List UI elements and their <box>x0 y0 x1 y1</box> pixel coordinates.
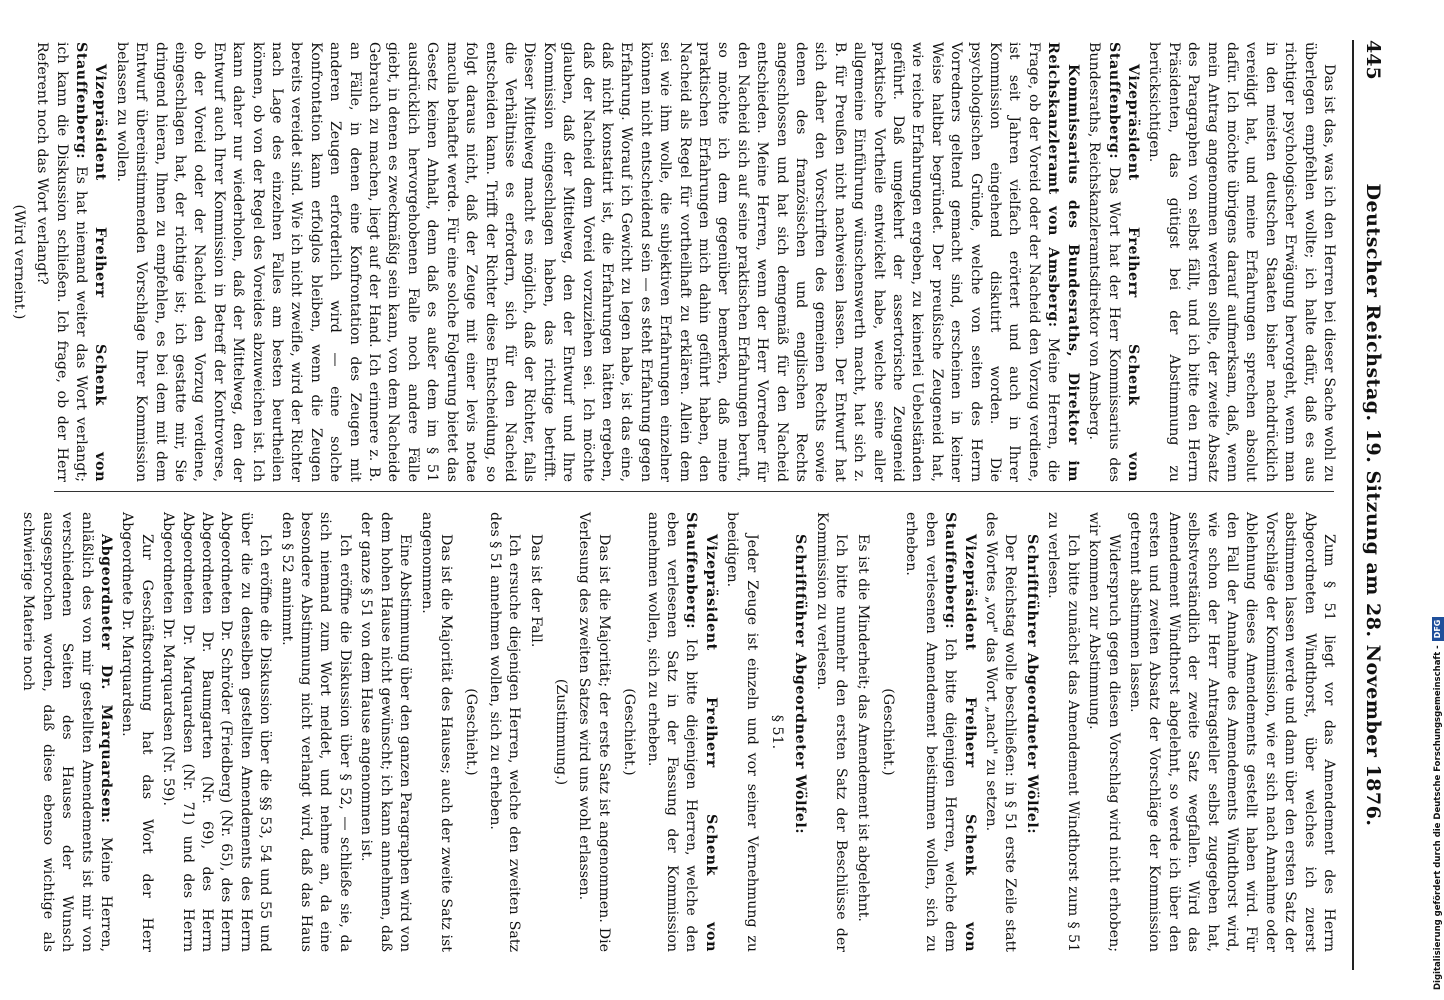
speech-text: Das Wort hat der Herr Kommissarius des Bundesraths, Reichskanzleramtsdirektor von Amsberg. <box>1086 42 1122 482</box>
stage-direction: (Geschieht.) <box>463 688 480 776</box>
speaker-name: Vizepräsident Freiherr Schenk von Stauffenberg: <box>73 42 109 482</box>
text-paragraph: Widerspruch gegen diesen Vorschlag wird nicht erhoben; wir kommen zur Abstimmung. <box>1086 512 1122 952</box>
text-paragraph: Ich bitte zunächst das Amendement Windthorst zum § 51 zu verlesen. <box>1045 512 1081 952</box>
page-header <box>1352 40 1388 970</box>
stage-direction: (Zustimmung.) <box>552 678 569 786</box>
text-paragraph: Zum § 51 liegt vor das Amendement des Herrn Abgeordneten Windthorst, über welches ich zuerst abstimmen lassen werde und dann über den ersten Satz der Vorschläge der Kommission, wie er sich nach Annahme oder Ablehnung dieses Amendements gestellt haben wird. Für den Fall der Annahme des Amendements Windthorst wird, wie schon der Herr Antragsteller selbst zugegeben hat, selbstverständlich der zweite Satz wegfallen. Wird das Amendement Windthorst abgelehnt, so werde ich über den ersten und zweiten Absatz der Vorschläge der Kommission getrennt abstimmen lassen. <box>1126 512 1337 952</box>
speaker-name: Schriftführer Abgeordneter Wölfel: <box>792 534 809 835</box>
rotated-document-page <box>10 0 1416 1000</box>
speaker-name: Abgeordneter Dr. Marquardsen: <box>98 534 115 824</box>
speech-text: Ich bitte diejenigen Herren, welche dem eben verlesenen Amendement beistimmen wollen, sich zu erheben. <box>903 512 959 952</box>
speech-paragraph <box>790 512 809 952</box>
digitization-credit <box>1422 10 1443 990</box>
speech-text: Ich bitte diejenigen Herren, welche den eben verlesenen Satz in der Fassung der Kommission annehmen wollen, sich zu erheben. <box>644 512 700 952</box>
text-paragraph: Jeder Zeuge ist einzeln und vor seiner Vernehmung zu beeidigen. <box>724 512 760 952</box>
speech-paragraph <box>642 512 720 952</box>
text-paragraph: Das ist das, was ich den Herren bei dieser Sache wohl zu überlegen empfehlen wollte; ich halte dafür, daß es aus richtiger psychologischer Erwägung hervorgeht, wenn man in den meisten deutschen Staaten bisher nachdrücklich vereidigt hat, und meine Erfahrungen sprechen absolut dafür. Ich möchte übrigens darauf aufmerksam, daß, wenn mein Antrag angenommen werden sollte, der zweite Absatz des Paragraphen von selbst fällt, und ich bitte den Herrn Präsidenten, das gütigst bei der Abstimmung zu berücksichtigen. <box>1146 42 1337 482</box>
right-text-column <box>20 512 1338 952</box>
text-paragraph: Ich eröffne die Diskussion über die §§ 53, 54 und 55 und über die zu denselben gestellten Amendements des Herrn Abgeordneten Dr. Schröder (Friedberg) (Nr. 65), des Herrn Abgeordneten Dr. Baumgarten (Nr. 69), des Herrn Abgeordneten Dr. Marquardsen (Nr. 71) und des Herrn Abgeordneten Dr. Marquardsen (Nr. 59). <box>160 512 274 952</box>
text-paragraph: Der Reichstag wolle beschließen: in § 51 erste Zeile statt des Wortes „vor" das Wort „nach" zu setzen. <box>983 512 1019 952</box>
speech-paragraph <box>901 512 979 952</box>
speaker-name: Schriftführer Abgeordneter Wölfel: <box>1023 534 1040 835</box>
speech-paragraph <box>111 42 1081 482</box>
text-paragraph: Ich eröffne die Diskussion über § 52, — schließe sie, da sich niemand zum Wort meldet, und nehme an, da eine besondere Abstimmung nicht verlangt wird, daß das Haus den § 52 annimmt. <box>278 512 353 952</box>
speech-paragraph <box>1022 512 1041 952</box>
text-paragraph: Es ist die Minderheit; das Amendement ist abgelehnt. <box>854 534 871 922</box>
speech-text: Meine Herren, anläßlich des von mir gestellten Amendements ist mir von verschiedenen Seiten des Hauses der Wunsch ausgesprochen worden, daß diese ebenso wichtige als schwierige Materie noch <box>20 512 115 952</box>
speech-paragraph <box>32 42 110 482</box>
speech-text: Meine Herren, die Frage, ob der Voreid oder der Nacheid den Vorzug verdiene, ist seit Jahren vielfach erörtert und auch in Ihrer Kommission eingehend diskutirt worden. Die psychologischen Gründe, welche von seiten des Herrn Vorredners geltend gemacht sind, erscheinen in keiner Weise haltbar begründet. Der preußische Zeugeneid hat, wie reiche Erfahrungen ergeben, zu keinerlei Uebelständen geführt. Daß umgekehrt der assertorische Zeugeneid praktische Vortheile entwickelt habe, welche seine aller allgemeine Einführung wünschenswerth macht, hat sich z. B. für Preußen nicht nachweisen lassen. Der Entwurf hat sich daher den Vorschriften des gemeinen Rechts sowie denen des französischen und englischen Rechts angeschlossen und hat sich demgemäß für den Nacheid entschieden. Meine Herren, wenn der Herr Vorredner für den Nacheid sich auf seine praktischen Erfahrungen beruft, so möchte ich dem gegenüber bemerken, daß meine praktischen Erfahrungen mich dahin geführt haben, den Nacheid als Regel für vortheilhaft zu erklären. Allein dem sei wie ihm wolle, die subjektiven Erfahrungen einzelner können nicht entscheidend sein — es steht Erfahrung gegen Erfahrung. Worauf ich Gewicht zu legen habe, ist das eine, daß nicht konstatirt ist, die Erfahrungen hätten ergeben, daß der Nacheid dem Voreid vorzuziehen sei. Ich möchte glauben, daß der Mittelweg, den der Entwurf und Ihre Kommission eingeschlagen haben, das richtige betrifft. Dieser Mittelweg macht es möglich, daß der Richter, falls die Verhältnisse es erfordern, sich für den Nacheid entscheiden kann. Trifft der Richter diese Entscheidung, so folgt daraus nicht, daß der Zeuge mit einer levis notae macula behaftet werde. Für eine solche Folgerung bietet das Gesetz keinen Anhalt, denn daß es außer dem im § 51 ausdrücklich hervorgehobenen Falle noch andere Fälle giebt, in denen es zweckmäßig sein kann, von dem Nacheide Gebrauch zu machen, liegt auf der Hand. Ich erinnere z. B. an Fälle, in denen eine Konfrontation des Zeugen mit anderen Zeugen erforderlich wird — eine solche Konfrontation kann erfolglos bleiben, wenn die Zeugen bereits vereidet sind. Wie ich nicht zweifle, wird der Richter nach Lage des einzelnen Falles am besten beurtheilen können, ob von der Regel des Voreides abzuweichen ist. Ich kann daher nur wiederholen, daß der Mittelweg, den der Entwurf auch Ihrer Kommission in Betreff der Kontroverse, ob der Voreid oder der Nacheid den Vorzug verdiene, eingeschlagen hat, der richtige ist; ich gestatte mir, Sie dringend hieran, Ihnen zu empfehlen, es bei dem mit dem Entwurf übereinstimmenden Vorschlage Ihrer Kommission belassen zu wollen. <box>113 42 1062 483</box>
text-paragraph <box>0 42 2 482</box>
left-text-column <box>10 42 1338 483</box>
text-paragraph: Ich bitte nunmehr den ersten Satz der Beschlüsse der Kommission zu verlesen. <box>813 512 850 952</box>
text-paragraph: Das ist der Fall. <box>527 534 544 648</box>
text-paragraph: Das ist die Majorität; der erste Satz ist angenommen. Die Verlesung des zweiten Satzes wird uns wohl erlassen. <box>576 512 612 952</box>
page-number: 445 <box>1362 40 1384 80</box>
stage-direction: (Geschieht.) <box>621 688 638 776</box>
stage-direction: (Geschieht.) <box>880 688 897 776</box>
stage-direction: § 51. <box>769 714 786 750</box>
text-paragraph: Ich ersuche diejenigen Herren, welche den zweiten Satz des § 51 annehmen wollen, sich zu erheben. <box>486 512 523 952</box>
column-divider <box>54 491 1334 492</box>
dfg-logo: DFG <box>1432 617 1444 642</box>
text-paragraph: Eine Abstimmung über den ganzen Paragraphen wird von dem hohen Hause nicht gewünscht; ich kann annehmen, daß der ganze § 51 von dem Hause angenommen ist. <box>358 512 414 952</box>
credit-text: Digitalisierung gefördert durch die Deutsche Forschungsgemeinschaft - <box>1433 645 1443 990</box>
text-paragraph: Das ist die Majorität des Hauses; auch der zweite Satz ist angenommen. <box>418 512 454 952</box>
speech-paragraph <box>1084 42 1142 482</box>
speaker-name: Vizepräsident Freiherr Schenk von Stauffenberg: <box>1105 42 1141 482</box>
speaker-name: Vizepräsident Freiherr Schenk von Stauffenberg: <box>942 512 978 952</box>
speaker-name: Vizepräsident Freiherr Schenk von Stauffenberg: <box>683 512 719 952</box>
speaker-name: Kommissarius des Bundesraths, Direktor im Reichskanzleramt von Amsberg: <box>1045 42 1081 482</box>
stage-direction: (Wird verneint.) <box>10 204 27 320</box>
text-paragraph: Zur Geschäftsordnung hat das Wort der Herr Abgeordnete Dr. Marquardsen. <box>119 512 155 952</box>
speech-text: Es hat niemand weiter das Wort verlangt; ich kann die Diskussion schließen. Ich frage, ob der Herr Referent noch das Wort verlangt? <box>34 42 89 482</box>
header-title: Deutscher Reichstag. 19. Sitzung am 28. November 1876. <box>1362 183 1384 827</box>
speech-paragraph <box>18 512 115 952</box>
